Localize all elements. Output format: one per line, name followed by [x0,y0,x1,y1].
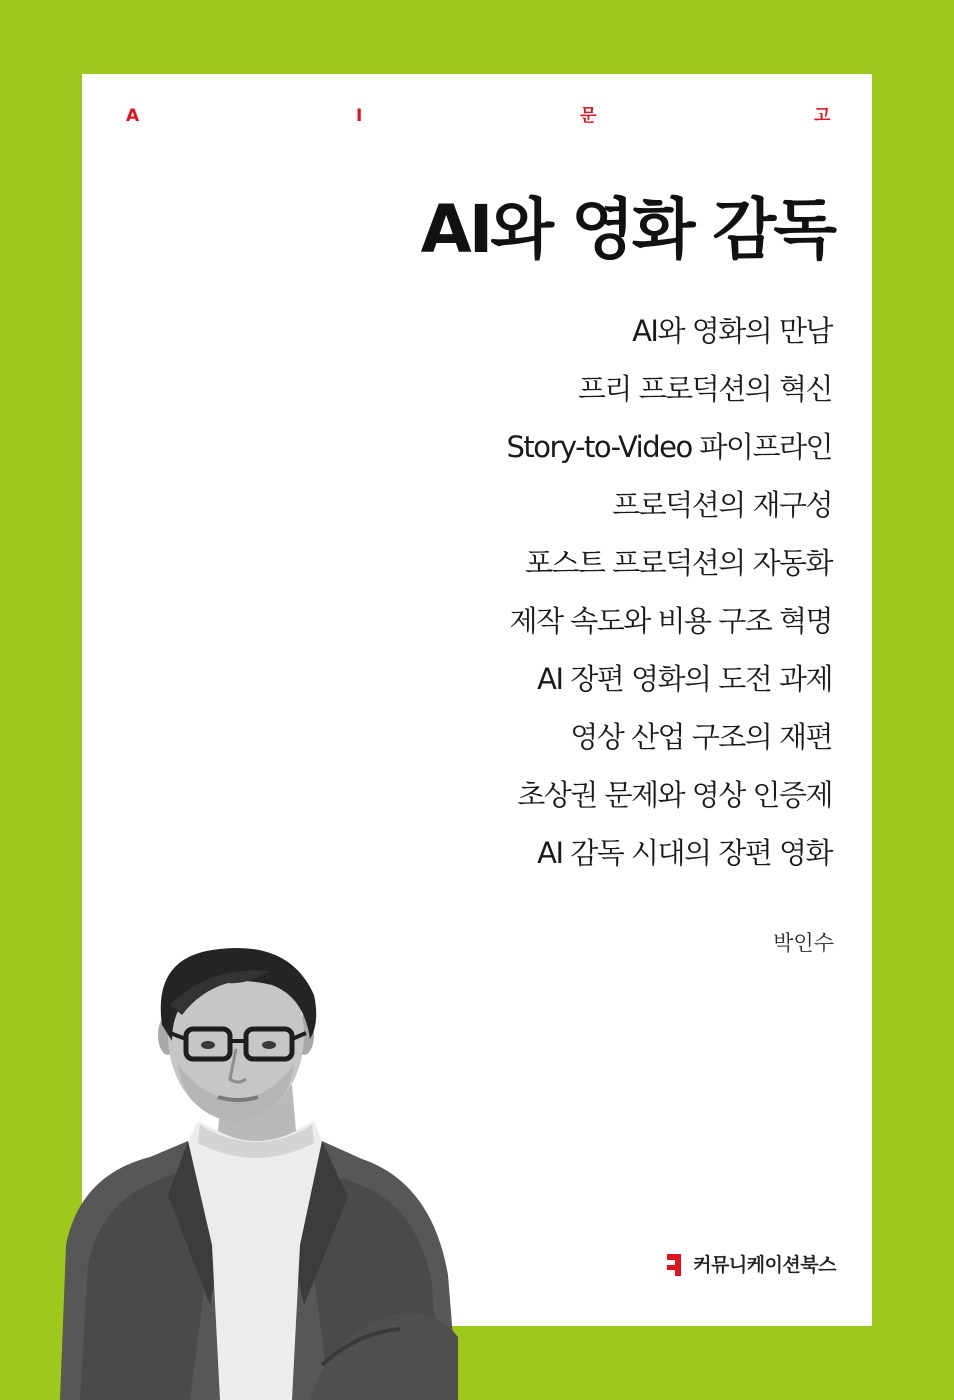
publisher [665,1252,836,1278]
chapter-item: 프로덕션의 재구성 [612,488,832,522]
chapter-item: 초상권 문제와 영상 인증제 [517,778,832,812]
publisher-name: 커뮤니케이션북스 [693,1254,836,1276]
publisher-logo-icon [665,1252,685,1278]
chapter-item: 포스트 프로덕션의 자동화 [524,546,832,580]
chapter-item: 프리 프로덕션의 혁신 [577,372,832,406]
chapter-item: Story-to-Video 파이프라인 [506,430,832,464]
author-name: 박인수 [773,931,834,955]
series-letter-a: A [126,106,140,126]
chapter-item: AI와 영화의 만남 [632,314,832,348]
chapter-item: AI 감독 시대의 장편 영화 [537,836,832,870]
author-portrait [60,945,460,1400]
chapter-item: AI 장편 영화의 도전 과제 [537,662,832,696]
book-title: AI와 영화 감독 [420,191,834,268]
series-letter-go: 고 [814,106,831,126]
series-letter-i: I [356,106,363,126]
chapter-item: 제작 속도와 비용 구조 혁명 [509,604,832,638]
chapter-item: 영상 산업 구조의 재편 [570,720,832,754]
chapter-list [506,308,832,888]
series-letter-mun: 문 [580,106,597,126]
